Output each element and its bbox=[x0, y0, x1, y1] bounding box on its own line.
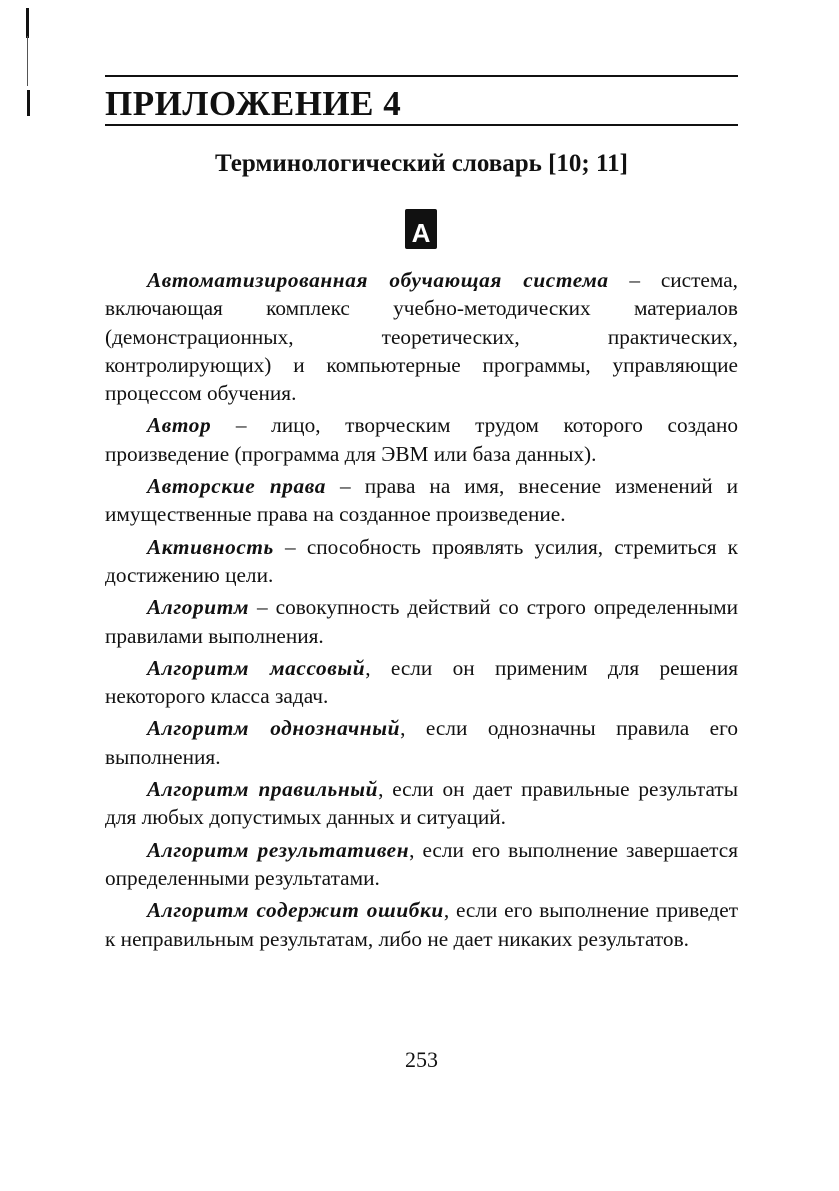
glossary-term: Автоматизированная обучающая система bbox=[147, 268, 609, 292]
glossary-definition: если однозначны правила его выполнения. bbox=[105, 716, 738, 769]
glossary-entry bbox=[105, 775, 738, 832]
dictionary-title: Терминологический словарь [10; 11] bbox=[215, 150, 628, 177]
glossary-entry bbox=[105, 654, 738, 711]
term-separator: , bbox=[378, 777, 393, 802]
term-separator: , bbox=[400, 716, 426, 741]
header-rule-bottom bbox=[105, 124, 738, 126]
glossary-term: Алгоритм массовый bbox=[147, 655, 366, 680]
scan-edge-mark bbox=[27, 36, 28, 86]
glossary-entries bbox=[105, 266, 738, 957]
scan-edge-mark bbox=[26, 8, 29, 38]
term-separator: – bbox=[249, 595, 276, 620]
appendix-title: ПРИЛОЖЕНИЕ 4 bbox=[105, 84, 402, 123]
glossary-definition: если его выполнение приведет к неправильным результатам, либо не дает никаких результатов. bbox=[105, 898, 738, 951]
term-separator: , bbox=[409, 837, 423, 862]
term-separator: – bbox=[273, 534, 307, 559]
term-separator: – bbox=[326, 474, 365, 499]
term-separator: , bbox=[365, 655, 391, 680]
glossary-entry bbox=[105, 896, 738, 953]
glossary-term: Авторские права bbox=[147, 474, 327, 499]
glossary-term: Алгоритм bbox=[147, 595, 250, 620]
glossary-definition: если он дает правильные результаты для любых допустимых данных и ситуаций. bbox=[105, 777, 738, 830]
glossary-definition: способность проявлять усилия, стремиться к достижению цели. bbox=[105, 534, 738, 587]
glossary-term: Активность bbox=[147, 534, 274, 559]
glossary-entry bbox=[105, 836, 738, 893]
term-separator: , bbox=[443, 898, 456, 923]
section-letter-badge: А bbox=[405, 209, 437, 249]
glossary-entry bbox=[105, 266, 738, 407]
glossary-definition: если он применим для решения некоторого класса задач. bbox=[105, 655, 739, 709]
glossary-entry bbox=[105, 714, 738, 771]
glossary-entry bbox=[105, 472, 738, 529]
glossary-entry bbox=[105, 593, 738, 650]
glossary-definition: система, включающая комплекс учебно-методических материалов (демонстрационных, теоретических, практических, контролирующих) и компьютерные программы, управляющие процессом обучения. bbox=[105, 268, 738, 406]
glossary-entry bbox=[105, 411, 738, 468]
glossary-term: Алгоритм правильный bbox=[147, 777, 379, 802]
glossary-definition: если его выполнение завершается определенными результатами. bbox=[105, 837, 739, 890]
glossary-term: Алгоритм результативен bbox=[147, 837, 410, 862]
page-number: 253 bbox=[405, 1047, 438, 1072]
term-separator: – bbox=[211, 413, 272, 438]
glossary-term: Алгоритм однозначный bbox=[147, 716, 401, 741]
glossary-term: Алгоритм содержит ошибки bbox=[147, 898, 444, 923]
term-separator: – bbox=[608, 268, 661, 292]
glossary-definition: права на имя, внесение изменений и имущественные права на созданное произведение. bbox=[105, 474, 739, 527]
glossary-definition: лицо, творческим трудом которого создано произведение (программа для ЭВМ или база данных). bbox=[105, 413, 738, 466]
scan-edge-mark bbox=[27, 90, 30, 116]
glossary-term: Автор bbox=[147, 413, 212, 438]
header-rule-top bbox=[105, 75, 738, 77]
glossary-definition: совокупность действий со строго определенными правилами выполнения. bbox=[105, 595, 739, 648]
glossary-entry bbox=[105, 533, 738, 590]
